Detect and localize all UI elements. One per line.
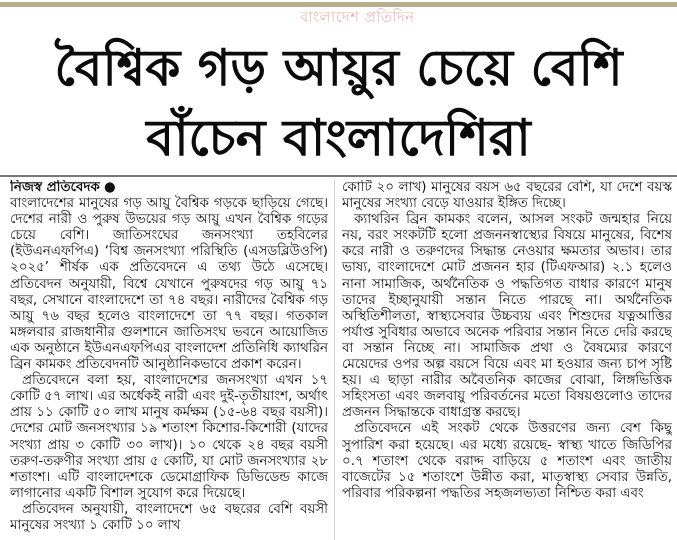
article-column-left xyxy=(10,180,328,540)
headline-divider xyxy=(0,175,677,177)
watermark: বাংলাদেশ প্রতিদিন xyxy=(300,8,415,26)
paragraph: কোটি ২০ লাখ) মানুষের বয়স ৬৫ বছরের বেশি, যা দেশে বয়স্ক মানুষের সংখ্যা বেড়ে যাওয়ার ইঙ্গিত দিচ্ছে। xyxy=(342,180,672,212)
column-divider xyxy=(334,180,335,540)
paragraph: প্রতিবেদনে এই সংকট থেকে উত্তরণের জন্য বেশ কিছু সুপারিশ করা হয়েছে। এর মধ্যে রয়েছে- স্বাস্থ্য খাতে জিডিপির ০.৭ শতাংশ থেকে বরাদ্দ বাড়িয়ে ৫ শতাংশ এবং জাতীয় বাজেটের ১৫ শতাংশে উন্নীত করা, মাতৃস্বাস্থ্য সেবার উন্নতি, পরিবার পরিকল্পনা পদ্ধতির সহজলভ্যতা নিশ্চিত করা এবং xyxy=(342,421,672,501)
paragraph: প্রতিবেদন অনুযায়ী, বাংলাদেশে ৬৫ বছরের বেশি বয়সী মানুষের সংখ্যা ১ কোটি ১০ লাখ xyxy=(10,501,328,533)
paragraph: বাংলাদেশের মানুষের গড় আয়ু বৈশ্বিক গড়কে ছাড়িয়ে গেছে। দেশের নারী ও পুরুষ উভয়ের গড় আয়ু এখন বৈশ্বিক গড়ের চেয়ে বেশি। জাতিসংঘের জনসংখ্যা তহবিলের (ইউএনএফপিএ) ‘বিশ্ব জনসংখ্যা পরিস্থিতি (এসডব্লিউওপি) ২০২৫’ শীর্ষক এক প্রতিবেদনে এ তথ্য উঠে এসেছে। প্রতিবেদন অনুযায়ী, বিশ্বে যেখানে পুরুষদের গড় আয়ু ৭১ বছর, সেখানে বাংলাদেশে তা ৭৪ বছর। নারীদের বৈশ্বিক গড় আয়ু ৭৬ বছর হলেও বাংলাদেশে তা ৭৭ বছর। গতকাল মঙ্গলবার রাজধানীর গুলশানে জাতিসংঘ ভবনে আয়োজিত এক অনুষ্ঠানে ইউএনএফপিএর বাংলাদেশ প্রতিনিধি ক্যাথরিন ব্রিন কামকং প্রতিবেদনটি আনুষ্ঠানিকভাবে প্রকাশ করেন। xyxy=(10,196,328,373)
bullet-icon: ● xyxy=(104,180,116,195)
headline-line-2: বাঁচেন বাংলাদেশিরা xyxy=(146,109,531,167)
byline-row xyxy=(10,180,328,196)
headline-line-1: বৈশ্বিক গড় আয়ুর চেয়ে বেশি xyxy=(54,39,623,97)
byline: নিজস্ব প্রতিবেদক xyxy=(10,180,100,195)
article-column-right xyxy=(342,180,672,540)
paragraph: প্রতিবেদনে বলা হয়, বাংলাদেশের জনসংখ্যা এখন ১৭ কোটি ৫৭ লাখ। এর অর্ধেকই নারী এবং দুই-তৃতীয়াংশ, অর্থাৎ প্রায় ১১ কোটি ৫০ লাখ মানুষ কর্মক্ষম (১৫-৬৪ বছর বয়সী)। দেশের মোট জনসংখ্যার ১৯ শতাংশ কিশোর-কিশোরী (যাদের সংখ্যা প্রায় ৩ কোটি ৩০ লাখ)। ১০ থেকে ২৪ বছর বয়সী তরুণ-তরুণীর সংখ্যা প্রায় ৫ কোটি, যা মোট জনসংখ্যার ২৮ শতাংশ। এটি বাংলাদেশকে ডেমোগ্রাফিক ডিভিডেন্ড কাজে লাগানোর একটি বিশাল সুযোগ করে দিয়েছে। xyxy=(10,373,328,501)
paragraph: ক্যাথরিন ব্রিন কামকং বলেন, আসল সংকট জন্মহার নিয়ে নয়, বরং সংকটটি হলো প্রজননস্বাস্থ্যের বিষয়ে মানুষের, বিশেষ করে নারী ও তরুণদের সিদ্ধান্ত নেওয়ার ক্ষমতার অভাব। তার ভাষ্য, বাংলাদেশে মোট প্রজনন হার (টিএফআর) ২.১ হলেও নানা সামাজিক, অর্থনৈতিক ও পদ্ধতিগত বাধার কারণে মানুষ তাদের ইচ্ছানুযায়ী সন্তান নিতে পারছে না। অর্থনৈতিক অস্থিতিশীলতা, স্বাস্থ্যসেবার উচ্চব্যয় এবং শিশুদের যত্নআত্তির পর্যাপ্ত সুবিধার অভাবে অনেক পরিবার সন্তান নিতে দেরি করছে বা সন্তান নিচ্ছে না। সামাজিক প্রথা ও বৈষম্যের কারণে মেয়েদের ওপর অল্প বয়সে বিয়ে এবং মা হওয়ার জন্য চাপ সৃষ্টি হয়। এ ছাড়া নারীর অবৈতনিক কাজের বোঝা, লিঙ্গভিত্তিক সহিংসতা এবং জলবায়ু পরিবর্তনের মতো বিষয়গুলোও তাদের প্রজনন সিদ্ধান্তকে বাধাগ্রস্ত করছে। xyxy=(342,212,672,421)
